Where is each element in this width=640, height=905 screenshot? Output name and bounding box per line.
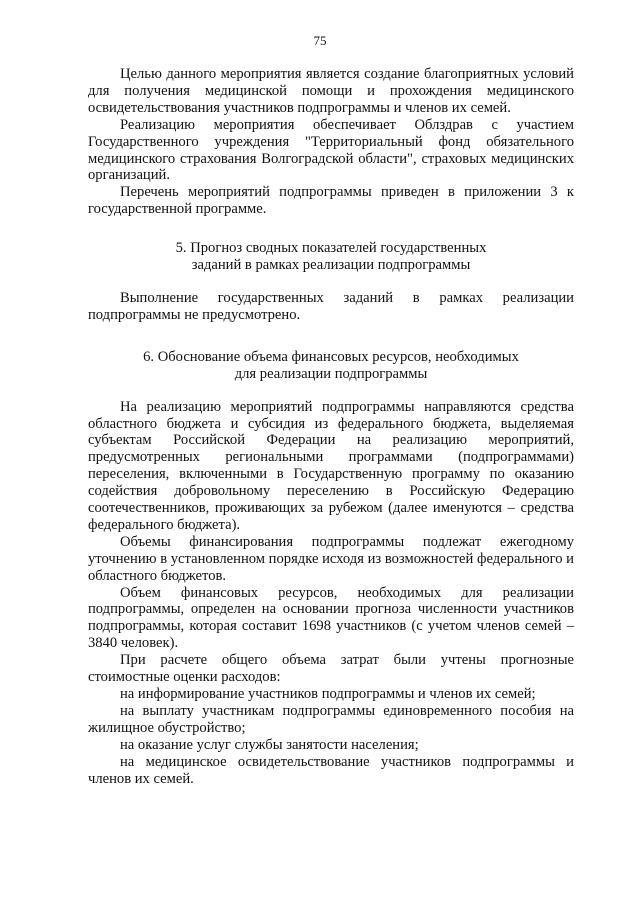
paragraph-intro-implementation: Реализацию мероприятия обеспечивает Облздрав с участием Государственного учреждения "Территориальный фонд обязательного медицинского страхования Волгоградской области", страховых медицинских организаций. bbox=[88, 116, 574, 184]
section6-heading bbox=[88, 349, 574, 383]
section6-item-allowance: на выплату участникам подпрограммы единовременного пособия на жилищное обустройство; bbox=[88, 702, 574, 736]
paragraph-intro-goal: Целью данного мероприятия является создание благоприятных условий для получения медицинской помощи и прохождения медицинского освидетельствования участников подпрограммы и членов их семей. bbox=[88, 66, 574, 116]
section6-paragraph-annual-update: Объемы финансирования подпрограммы подлежат ежегодному уточнению в установленном порядке исходя из возможностей федерального и областного бюджетов. bbox=[88, 533, 574, 584]
section6-paragraph-funding-sources: На реализацию мероприятий подпрограммы направляются средства областного бюджета и субсидия из федерального бюджета, выделяемая субъектам Российской Федерации на реализацию мероприятий, предусмотренных региональными программами (подпрограммами) переселения, включенными в Государственную программу по оказанию содействия добровольному переселению в Российскую Федерацию соотечественников, проживающих за рубежом (далее именуются – средства федерального бюджета). bbox=[88, 398, 574, 533]
section5-heading-line2: заданий в рамках реализации подпрограммы bbox=[191, 257, 471, 274]
section6-item-informing: на информирование участников подпрограммы и членов их семей; bbox=[120, 686, 536, 702]
document-body bbox=[88, 66, 574, 787]
section6-item-employment: на оказание услуг службы занятости населения; bbox=[120, 736, 419, 753]
section5-heading bbox=[88, 240, 574, 274]
section6-paragraph-cost-estimates: При расчете общего объема затрат были учтены прогнозные стоимостные оценки расходов: bbox=[88, 652, 574, 686]
section5-paragraph: Выполнение государственных заданий в рамках реализации подпрограммы не предусмотрено. bbox=[88, 289, 574, 323]
section6-heading-line2: для реализации подпрограммы bbox=[234, 365, 428, 382]
page-number: 75 bbox=[313, 33, 327, 48]
section6-item-medical: на медицинское освидетельствование участников подпрограммы и членов их семей. bbox=[88, 753, 574, 787]
section6-heading-line1: 6. Обоснование объема финансовых ресурсов, необходимых bbox=[143, 348, 519, 365]
section6-paragraph-volume: Объем финансовых ресурсов, необходимых для реализации подпрограммы, определен на основании прогноза численности участников подпрограммы, которая составит 1698 участников (с учетом членов семей – 3840 человек). bbox=[88, 584, 574, 652]
section5-heading-line1: 5. Прогноз сводных показателей государственных bbox=[175, 240, 487, 257]
paragraph-intro-list: Перечень мероприятий подпрограммы приведен в приложении 3 к государственной программе. bbox=[88, 184, 574, 218]
